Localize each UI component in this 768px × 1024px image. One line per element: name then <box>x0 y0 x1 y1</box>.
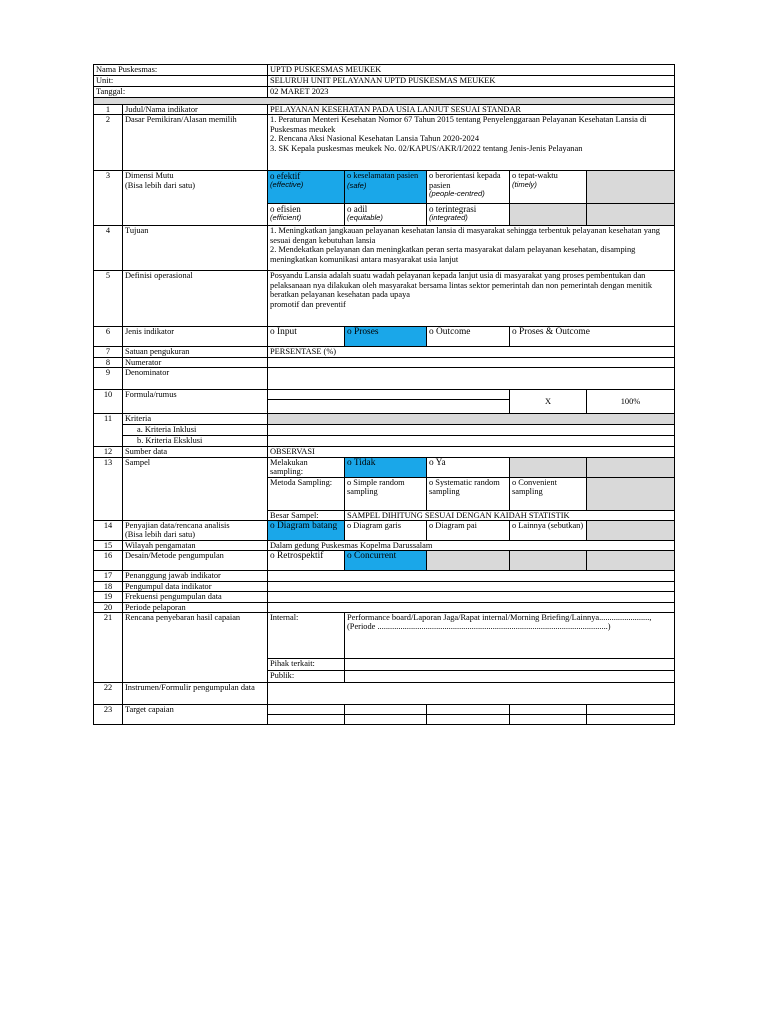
option-english: (people-centred) <box>429 189 485 199</box>
indicator-profile-table <box>93 64 675 725</box>
empty-cell <box>510 204 587 226</box>
row-2 <box>94 115 675 171</box>
empty-cell <box>587 171 675 204</box>
option-ya[interactable]: o Ya <box>427 457 510 477</box>
row-11b <box>94 436 675 447</box>
header-row-puskesmas <box>94 65 675 76</box>
row-14 <box>94 521 675 541</box>
option-english: (equitable) <box>347 213 383 223</box>
unit-value: SELURUH UNIT PELAYANAN UPTD PUSKESMAS MEUKEK <box>268 76 675 87</box>
instrument-value <box>268 683 675 705</box>
option-diagram-batang[interactable]: o Diagram batang <box>268 521 345 541</box>
option-label: o tepat-waktu <box>512 171 558 181</box>
row-label: Denominator <box>123 368 268 390</box>
row-label: Definisi operasional <box>123 271 268 327</box>
empty-cell <box>510 457 587 477</box>
empty-cell <box>587 551 675 571</box>
empty-cell <box>510 551 587 571</box>
empty-cell <box>587 457 675 477</box>
row-number: 3 <box>94 171 123 226</box>
option-lainnya[interactable]: o Lainnya (sebutkan) <box>510 521 587 541</box>
denominator-value <box>268 368 675 390</box>
empty-cell <box>587 521 675 541</box>
row-11 <box>94 414 675 425</box>
rationale-item: 3. SK Kepala puskesmas meukek No. 02/KAPUS/AKR/I/2022 tentang Jenis-Jenis Pelayanan <box>270 143 583 153</box>
row-number: 23 <box>94 705 123 725</box>
sample-size-label: Besar Sampel: <box>268 510 345 520</box>
row-number: 10 <box>94 390 123 414</box>
option-terintegrasi[interactable] <box>427 204 510 226</box>
public-label: Publik: <box>268 671 345 683</box>
row-number: 11 <box>94 414 123 447</box>
goal-item: 1. Meningkatkan jangkauan pelayanan kesehatan lansia di masyarakat sehingga terbentuk pelayanan kesehatan yang sesuai dengan kebutuhan lansia <box>270 226 660 245</box>
criteria-inclusion-value <box>268 425 675 436</box>
option-label: o efisien <box>270 204 301 215</box>
formula-multiply: X <box>510 390 587 414</box>
row-label: Numerator <box>123 357 268 367</box>
row-label-text: Dimensi Mutu <box>125 171 174 181</box>
row-sublabel: (Bisa lebih dari satu) <box>125 180 196 190</box>
reporting-period-value <box>268 602 675 612</box>
empty-cell <box>587 204 675 226</box>
row-19 <box>94 592 675 602</box>
tanggal-label: Tanggal: <box>94 87 268 98</box>
option-systematic-random[interactable]: o Systematic random sampling <box>427 477 510 510</box>
option-english: (safe) <box>347 180 367 190</box>
indicator-title: PELAYANAN KESEHATAN PADA USIA LANJUT SESUAI STANDAR <box>268 105 675 115</box>
target-cell <box>587 705 675 715</box>
row-20 <box>94 602 675 612</box>
row-number: 22 <box>94 683 123 705</box>
row-16 <box>94 551 675 571</box>
option-efisien[interactable] <box>268 204 345 226</box>
spacer-cell <box>94 98 675 105</box>
row-number: 7 <box>94 347 123 357</box>
row-number: 14 <box>94 521 123 541</box>
target-cell <box>345 705 427 715</box>
target-cell <box>427 705 510 715</box>
row-number: 16 <box>94 551 123 571</box>
row-15 <box>94 541 675 551</box>
row-sublabel: (Bisa lebih dari satu) <box>125 530 196 540</box>
rationale-list <box>268 115 675 171</box>
option-keselamatan[interactable] <box>345 171 427 204</box>
option-label: o keselamatan pasien <box>347 171 419 181</box>
criteria-header-cell <box>268 414 675 425</box>
target-cell <box>427 715 510 725</box>
row-12 <box>94 447 675 457</box>
row-label <box>123 171 268 226</box>
row-label: Periode pelaporan <box>123 602 268 612</box>
row-number: 15 <box>94 541 123 551</box>
formula-percent: 100% <box>587 390 675 414</box>
row-22 <box>94 683 675 705</box>
row-label: Sampel <box>123 457 268 520</box>
row-label: Dasar Pemikiran/Alasan memilih <box>123 115 268 171</box>
option-tepat-waktu[interactable] <box>510 171 587 204</box>
row-number: 9 <box>94 368 123 390</box>
row-8 <box>94 357 675 367</box>
puskesmas-value: UPTD PUSKESMAS MEUKEK <box>268 65 675 76</box>
row-number: 21 <box>94 613 123 683</box>
tanggal-value: 02 MARET 2023 <box>268 87 675 98</box>
row-7 <box>94 347 675 357</box>
row-number: 1 <box>94 105 123 115</box>
row-6 <box>94 327 675 347</box>
sampling-label: Melakukan sampling: <box>268 457 345 477</box>
row-number: 17 <box>94 571 123 581</box>
row-number: 20 <box>94 602 123 612</box>
row-9 <box>94 368 675 390</box>
empty-cell <box>587 477 675 510</box>
row-label <box>123 521 268 541</box>
responsible-value <box>268 571 675 581</box>
option-diagram-garis[interactable]: o Diagram garis <box>345 521 427 541</box>
formula-numerator <box>268 390 510 400</box>
row-label-text: Penyajian data/rencana analisis <box>125 521 230 531</box>
target-cell <box>268 705 345 715</box>
criteria-exclusion-value <box>268 436 675 447</box>
row-number: 8 <box>94 357 123 367</box>
row-number: 2 <box>94 115 123 171</box>
row-3 <box>94 171 675 204</box>
option-proses-outcome[interactable]: o Proses & Outcome <box>510 327 675 347</box>
row-label: Wilayah pengamatan <box>123 541 268 551</box>
row-number: 4 <box>94 226 123 271</box>
row-label: Target capaian <box>123 705 268 725</box>
frequency-value <box>268 592 675 602</box>
puskesmas-label: Nama Puskesmas: <box>94 65 268 76</box>
option-efektif[interactable] <box>268 171 345 204</box>
operational-definition <box>268 271 675 327</box>
criteria-exclusion-label: b. Kriteria Eksklusi <box>123 436 268 447</box>
row-label: Desain/Metode pengumpulan <box>123 551 268 571</box>
row-5 <box>94 271 675 327</box>
target-cell <box>587 715 675 725</box>
row-number: 13 <box>94 457 123 520</box>
public-value <box>345 671 675 683</box>
formula-denominator <box>268 400 510 414</box>
spacer-row <box>94 98 675 105</box>
row-label: Instrumen/Formulir pengumpulan data <box>123 683 268 705</box>
row-18 <box>94 581 675 591</box>
internal-value: Performance board/Laporan Jaga/Rapat internal/Morning Briefing/Lainnya........................, (Periode ..............................................................................................................) <box>345 613 675 659</box>
target-cell <box>510 715 587 725</box>
option-adil[interactable] <box>345 204 427 226</box>
row-11a <box>94 425 675 436</box>
option-english: (efficient) <box>270 213 302 223</box>
row-21 <box>94 613 675 659</box>
row-number: 12 <box>94 447 123 457</box>
row-label: Formula/rumus <box>123 390 268 414</box>
row-label: Frekuensi pengumpulan data <box>123 592 268 602</box>
option-english: (timely) <box>512 179 537 189</box>
unit-label: Unit: <box>94 76 268 87</box>
goal-item: 2. Mendekatkan pelayanan dan meningkatkan peran serta masyarakat dalam pelayanan kesehatan, disamping meningkatkan komunikasi antara masyarakat usia lanjut <box>270 245 636 264</box>
data-source: OBSERVASI <box>268 447 675 457</box>
option-english: (effective) <box>270 180 304 190</box>
row-number: 5 <box>94 271 123 327</box>
target-cell <box>345 715 427 725</box>
row-17 <box>94 571 675 581</box>
unit-of-measure: PERSENTASE (%) <box>268 347 675 357</box>
option-diagram-pai[interactable]: o Diagram pai <box>427 521 510 541</box>
header-row-tanggal <box>94 87 675 98</box>
method-label: Metoda Sampling: <box>268 477 345 510</box>
target-cell <box>268 715 345 725</box>
numerator-value <box>268 357 675 367</box>
option-label: o terintegrasi <box>429 204 477 215</box>
row-23 <box>94 705 675 715</box>
option-outcome[interactable]: o Outcome <box>427 327 510 347</box>
target-cell <box>510 705 587 715</box>
option-label: o adil <box>347 204 368 215</box>
rationale-item: 2. Rencana Aksi Nasional Kesehatan Lansia Tahun 2020-2024 <box>270 134 480 144</box>
row-number: 19 <box>94 592 123 602</box>
definition-text: Posyandu Lansia adalah suatu wadah pelayanan kepada lanjut usia di masyarakat yang proses pembentukan dan pelaksanaan nya dilakukan oleh masyarakat bersama lintas sektor pemerintah dan non pemerintah dengan menitik beratkan pelayanan kesehatan pada upaya <box>270 271 653 300</box>
row-label: Sumber data <box>123 447 268 457</box>
criteria-inclusion-label: a. Kriteria Inklusi <box>123 425 268 436</box>
sample-size-value: SAMPEL DIHITUNG SESUAI DENGAN KAIDAH STATISTIK <box>345 510 675 520</box>
row-number: 18 <box>94 581 123 591</box>
row-label: Judul/Nama indikator <box>123 105 268 115</box>
row-1 <box>94 105 675 115</box>
option-retrospektif[interactable]: o Retrospektif <box>268 551 345 571</box>
rationale-item: 1. Peraturan Menteri Kesehatan Nomor 67 Tahun 2015 tentang Penyelenggaraan Pelayanan Kesehatan Lansia di Puskesmas meukek <box>270 115 647 134</box>
observation-area: Dalam gedung Puskesmas Kopelma Darussalam <box>268 541 675 551</box>
option-berorientasi[interactable] <box>427 171 510 204</box>
row-10 <box>94 390 675 400</box>
option-convenient[interactable]: o Convenient sampling <box>510 477 587 510</box>
option-english: (integrated) <box>429 213 468 223</box>
definition-text-end: promotif dan preventif <box>270 299 346 309</box>
row-13 <box>94 457 675 477</box>
option-proses[interactable]: o Proses <box>345 327 427 347</box>
related-parties-label: Pihak terkait: <box>268 659 345 671</box>
option-tidak[interactable]: o Tidak <box>345 457 427 477</box>
internal-label: Internal: <box>268 613 345 659</box>
row-label: Tujuan <box>123 226 268 271</box>
empty-cell <box>427 551 510 571</box>
option-simple-random[interactable]: o Simple random sampling <box>345 477 427 510</box>
option-input[interactable]: o Input <box>268 327 345 347</box>
row-label: Kriteria <box>123 414 268 425</box>
option-concurrent[interactable]: o Concurrent <box>345 551 427 571</box>
goals-list <box>268 226 675 271</box>
row-4 <box>94 226 675 271</box>
option-label: o berorientasi kepada pasien <box>429 171 501 190</box>
row-number: 6 <box>94 327 123 347</box>
option-label: o efektif <box>270 171 301 182</box>
row-label: Pengumpul data indikator <box>123 581 268 591</box>
related-parties-value <box>345 659 675 671</box>
row-label: Rencana penyebaran hasil capaian <box>123 613 268 683</box>
row-label: Penanggung jawab indikator <box>123 571 268 581</box>
header-row-unit <box>94 76 675 87</box>
row-label: Satuan pengukuran <box>123 347 268 357</box>
row-label: Jenis indikator <box>123 327 268 347</box>
collector-value <box>268 581 675 591</box>
